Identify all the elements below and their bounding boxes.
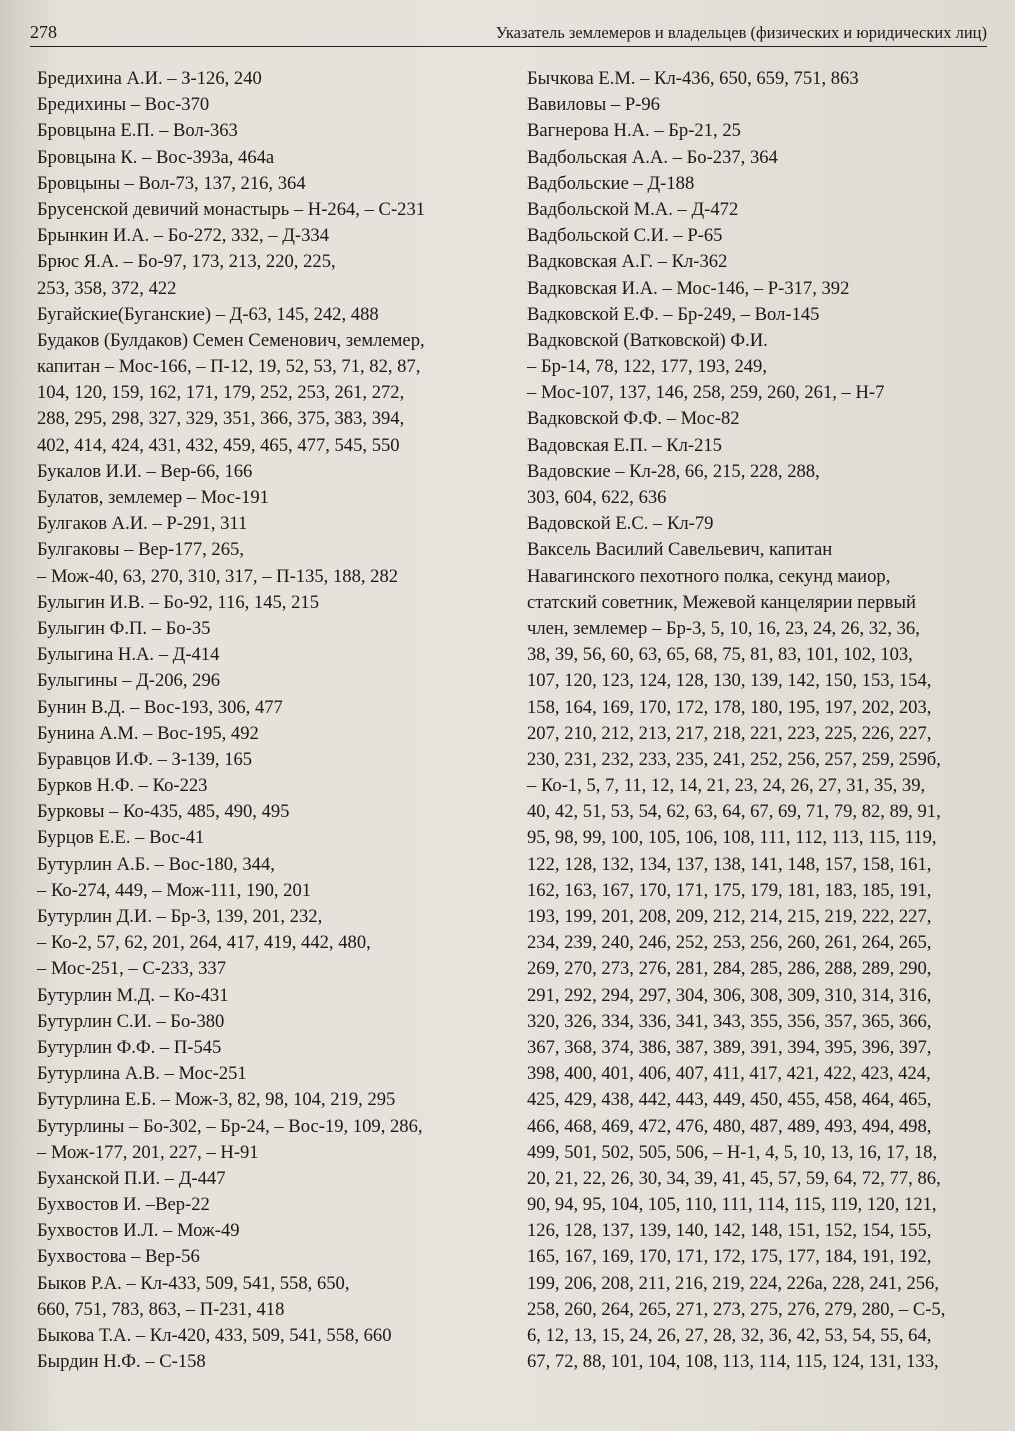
index-entry-line: – Мож-177, 201, 227, – Н-91	[37, 1141, 259, 1163]
index-entry-line: Вадковская И.А. – Мос-146, – Р-317, 392	[527, 277, 850, 299]
index-entry-line: 303, 604, 622, 636	[527, 487, 667, 508]
index-entry-line: Вадковской (Ватковской) Ф.И.	[527, 329, 768, 351]
index-entry-line: 253, 358, 372, 422	[37, 277, 177, 299]
index-entry-line: 107, 120, 123, 124, 128, 130, 139, 142, 150, 153, 154,	[527, 670, 932, 692]
index-entry-line: Бухвостов И.Л. – Мож-49	[37, 1220, 240, 1242]
index-entry-line: Вадбольской М.А. – Д-472	[527, 198, 739, 220]
index-entry-line: Бутурлина Е.Б. – Мож-3, 82, 98, 104, 219, 295	[37, 1089, 396, 1111]
index-entry-line: Вагнерова Н.А. – Бр-21, 25	[527, 120, 741, 142]
index-entry-line: Бутурлин С.И. – Бо-380	[37, 1010, 225, 1032]
index-entry-line: Бурцов Е.Е. – Вос-41	[37, 827, 205, 849]
index-entry-line: Вадовская Е.П. – Кл-215	[527, 434, 722, 456]
index-entry-line: 269, 270, 273, 276, 281, 284, 285, 286, 288, 289, 290,	[527, 958, 932, 980]
index-entry-line: капитан – Мос-166, – П-12, 19, 52, 53, 71, 82, 87,	[37, 356, 421, 378]
index-entry-line: Бугайские(Буганские) – Д-63, 145, 242, 488	[37, 303, 379, 325]
index-entry-line: 158, 164, 169, 170, 172, 178, 180, 195, 197, 202, 203,	[527, 696, 932, 718]
index-entry-line: – Мос-251, – С-233, 337	[37, 958, 227, 980]
index-entry-line: Бредихины – Вос-370	[37, 94, 210, 116]
index-entry-line: 466, 468, 469, 472, 476, 480, 487, 489, 493, 494, 498,	[527, 1115, 932, 1137]
index-entry-line: Бровцына К. – Вос-393а, 464а	[37, 146, 275, 168]
running-header	[30, 18, 987, 47]
index-entry-line: Бурковы – Ко-435, 485, 490, 495	[37, 801, 290, 823]
index-entry-line: Вадбольской С.И. – Р-65	[527, 225, 723, 247]
index-entry-line: Вадковской Е.Ф. – Бр-249, – Вол-145	[527, 303, 820, 325]
index-entry-line: Будаков (Булдаков) Семен Семенович, землемер,	[37, 329, 425, 351]
index-entry-line: Бутурлин М.Д. – Ко-431	[37, 984, 229, 1006]
index-entry-line: Булыгин И.В. – Бо-92, 116, 145, 215	[37, 591, 319, 613]
index-entry-line: 104, 120, 159, 162, 171, 179, 252, 253, 261, 272,	[37, 382, 405, 404]
index-entry-line: Вадковская А.Г. – Кл-362	[527, 251, 728, 273]
index-entry-line: Бутурлина А.В. – Мос-251	[37, 1063, 247, 1085]
index-entry-line: 67, 72, 88, 101, 104, 108, 113, 114, 115, 124, 131, 133,	[527, 1351, 939, 1373]
index-entry-line: – Ко-274, 449, – Мож-111, 190, 201	[37, 879, 312, 901]
page-number: 278	[30, 22, 57, 42]
index-entry-line: Бутурлин Ф.Ф. – П-545	[37, 1036, 222, 1058]
index-entry-line: Вадовской Е.С. – Кл-79	[527, 513, 714, 535]
index-entry-line: 38, 39, 56, 60, 63, 65, 68, 75, 81, 83, 101, 102, 103,	[527, 644, 913, 666]
index-entry-line: Буравцов И.Ф. – З-139, 165	[37, 748, 253, 770]
index-entry-line: 230, 231, 232, 233, 235, 241, 252, 256, 257, 259, 259б,	[527, 748, 941, 770]
index-entry-line: 95, 98, 99, 100, 105, 106, 108, 111, 112, 113, 115, 119,	[527, 827, 937, 849]
index-column-left	[37, 66, 507, 1375]
index-entry-line: 291, 292, 294, 297, 304, 306, 308, 309, 310, 314, 316,	[527, 984, 932, 1006]
index-entry-line: Булыгина Н.А. – Д-414	[37, 644, 220, 666]
index-entry-line: Бровцына Е.П. – Вол-363	[37, 120, 238, 142]
index-entry-line: Брынкин И.А. – Бо-272, 332, – Д-334	[37, 225, 329, 247]
index-entry-line: Бунин В.Д. – Вос-193, 306, 477	[37, 696, 283, 718]
index-entry-line: Вавиловы – Р-96	[527, 94, 660, 116]
index-entry-line: Бутурлин А.Б. – Вос-180, 344,	[37, 853, 275, 875]
index-entry-line: – Бр-14, 78, 122, 177, 193, 249,	[527, 356, 767, 378]
index-entry-line: 258, 260, 264, 265, 271, 273, 275, 276, 279, 280, – С-5,	[527, 1298, 946, 1320]
index-entry-line: – Мож-40, 63, 270, 310, 317, – П-135, 188, 282	[37, 565, 399, 587]
index-entry-line: Бровцыны – Вол-73, 137, 216, 364	[37, 172, 306, 194]
index-entry-line: Быкова Т.А. – Кл-420, 433, 509, 541, 558, 660	[37, 1325, 392, 1346]
index-entry-line: 199, 206, 208, 211, 216, 219, 224, 226а, 228, 241, 256,	[527, 1272, 939, 1294]
index-entry-line: 6, 12, 13, 15, 24, 26, 27, 28, 32, 36, 42, 53, 54, 55, 64,	[527, 1325, 932, 1346]
index-entry-line: 193, 199, 201, 208, 209, 212, 214, 215, 219, 222, 227,	[527, 906, 932, 927]
index-entry-line: 207, 210, 212, 213, 217, 218, 221, 223, 225, 226, 227,	[527, 722, 932, 744]
index-entry-line: Быков Р.А. – Кл-433, 509, 541, 558, 650,	[37, 1272, 350, 1294]
index-entry-line: Вадбольская А.А. – Бо-237, 364	[527, 146, 778, 168]
index-entry-line: Бычкова Е.М. – Кл-436, 650, 659, 751, 863	[527, 68, 859, 89]
index-column-right	[527, 66, 997, 1375]
index-entry-line: – Мос-107, 137, 146, 258, 259, 260, 261, – Н-7	[527, 382, 885, 404]
index-entry-line: Булыгины – Д-206, 296	[37, 670, 221, 692]
index-entry-line: 320, 326, 334, 336, 341, 343, 355, 356, 357, 365, 366,	[527, 1010, 932, 1032]
index-entry-line: Бурков Н.Ф. – Ко-223	[37, 775, 208, 797]
index-entry-line: 162, 163, 167, 170, 171, 175, 179, 181, 183, 185, 191,	[527, 879, 932, 901]
index-entry-line: Булгаковы – Вер-177, 265,	[37, 539, 244, 561]
index-entry-line: Булгаков А.И. – Р-291, 311	[37, 513, 248, 535]
index-entry-line: Вадовские – Кл-28, 66, 215, 228, 288,	[527, 460, 820, 482]
index-entry-line: Вадбольские – Д-188	[527, 172, 695, 194]
index-entry-line: Булатов, землемер – Мос-191	[37, 487, 269, 508]
index-entry-line: – Ко-2, 57, 62, 201, 264, 417, 419, 442, 480,	[37, 932, 371, 954]
index-entry-line: статский советник, Межевой канцелярии первый	[527, 591, 916, 613]
index-entry-line: Букалов И.И. – Вер-66, 166	[37, 460, 253, 482]
index-entry-line: – Ко-1, 5, 7, 11, 12, 14, 21, 23, 24, 26, 27, 31, 35, 39,	[527, 775, 926, 797]
index-entry-line: 90, 94, 95, 104, 105, 110, 111, 114, 115, 119, 120, 121,	[527, 1194, 937, 1216]
index-entry-line: 165, 167, 169, 170, 171, 172, 175, 177, 184, 191, 192,	[527, 1246, 932, 1268]
index-entry-line: Брусенской девичий монастырь – Н-264, – С-231	[37, 198, 426, 220]
index-entry-line: Бырдин Н.Ф. – С-158	[37, 1351, 206, 1373]
running-title: Указатель землемеров и владельцев (физических и юридических лиц)	[495, 23, 987, 42]
index-entry-line: 425, 429, 438, 442, 443, 449, 450, 455, 458, 464, 465,	[527, 1089, 932, 1111]
index-entry-line: 660, 751, 783, 863, – П-231, 418	[37, 1298, 285, 1320]
index-entry-line: 122, 128, 132, 134, 137, 138, 141, 148, 157, 158, 161,	[527, 853, 932, 875]
index-entry-line: 288, 295, 298, 327, 329, 351, 366, 375, 383, 394,	[37, 408, 405, 430]
index-entry-line: Навагинского пехотного полка, секунд маиор,	[527, 565, 891, 587]
index-entry-line: 367, 368, 374, 386, 387, 389, 391, 394, 395, 396, 397,	[527, 1036, 932, 1058]
index-entry-line: 402, 414, 424, 431, 432, 459, 465, 477, 545, 550	[37, 434, 400, 456]
index-entry-line: Бутурлины – Бо-302, – Бр-24, – Вос-19, 109, 286,	[37, 1115, 423, 1137]
index-entry-line: Буханской П.И. – Д-447	[37, 1167, 226, 1189]
index-entry-line: 499, 501, 502, 505, 506, – Н-1, 4, 5, 10, 13, 16, 17, 18,	[527, 1141, 938, 1163]
index-entry-line: Брюс Я.А. – Бо-97, 173, 213, 220, 225,	[37, 251, 336, 273]
index-entry-line: Бредихина А.И. – З-126, 240	[37, 68, 262, 89]
index-entry-line: Ваксель Василий Савельевич, капитан	[527, 539, 833, 561]
index-entry-line: Бухвостов И. –Вер-22	[37, 1194, 210, 1216]
index-entry-line: Бухвостова – Вер-56	[37, 1246, 200, 1268]
index-entry-line: Бутурлин Д.И. – Бр-3, 139, 201, 232,	[37, 906, 323, 927]
index-entry-line: Вадковской Ф.Ф. – Мос-82	[527, 408, 740, 430]
index-entry-line: 126, 128, 137, 139, 140, 142, 148, 151, 152, 154, 155,	[527, 1220, 932, 1242]
index-entry-line: 398, 400, 401, 406, 407, 411, 417, 421, 422, 423, 424,	[527, 1063, 931, 1085]
index-entry-line: 40, 42, 51, 53, 54, 62, 63, 64, 67, 69, 71, 79, 82, 89, 91,	[527, 801, 941, 823]
index-entry-line: Бунина А.М. – Вос-195, 492	[37, 722, 259, 744]
index-entry-line: Булыгин Ф.П. – Бо-35	[37, 617, 211, 639]
index-entry-line: член, землемер – Бр-3, 5, 10, 16, 23, 24, 26, 32, 36,	[527, 617, 920, 639]
index-entry-line: 234, 239, 240, 246, 252, 253, 256, 260, 261, 264, 265,	[527, 932, 932, 954]
index-entry-line: 20, 21, 22, 26, 30, 34, 39, 41, 45, 57, 59, 64, 72, 77, 86,	[527, 1167, 941, 1189]
